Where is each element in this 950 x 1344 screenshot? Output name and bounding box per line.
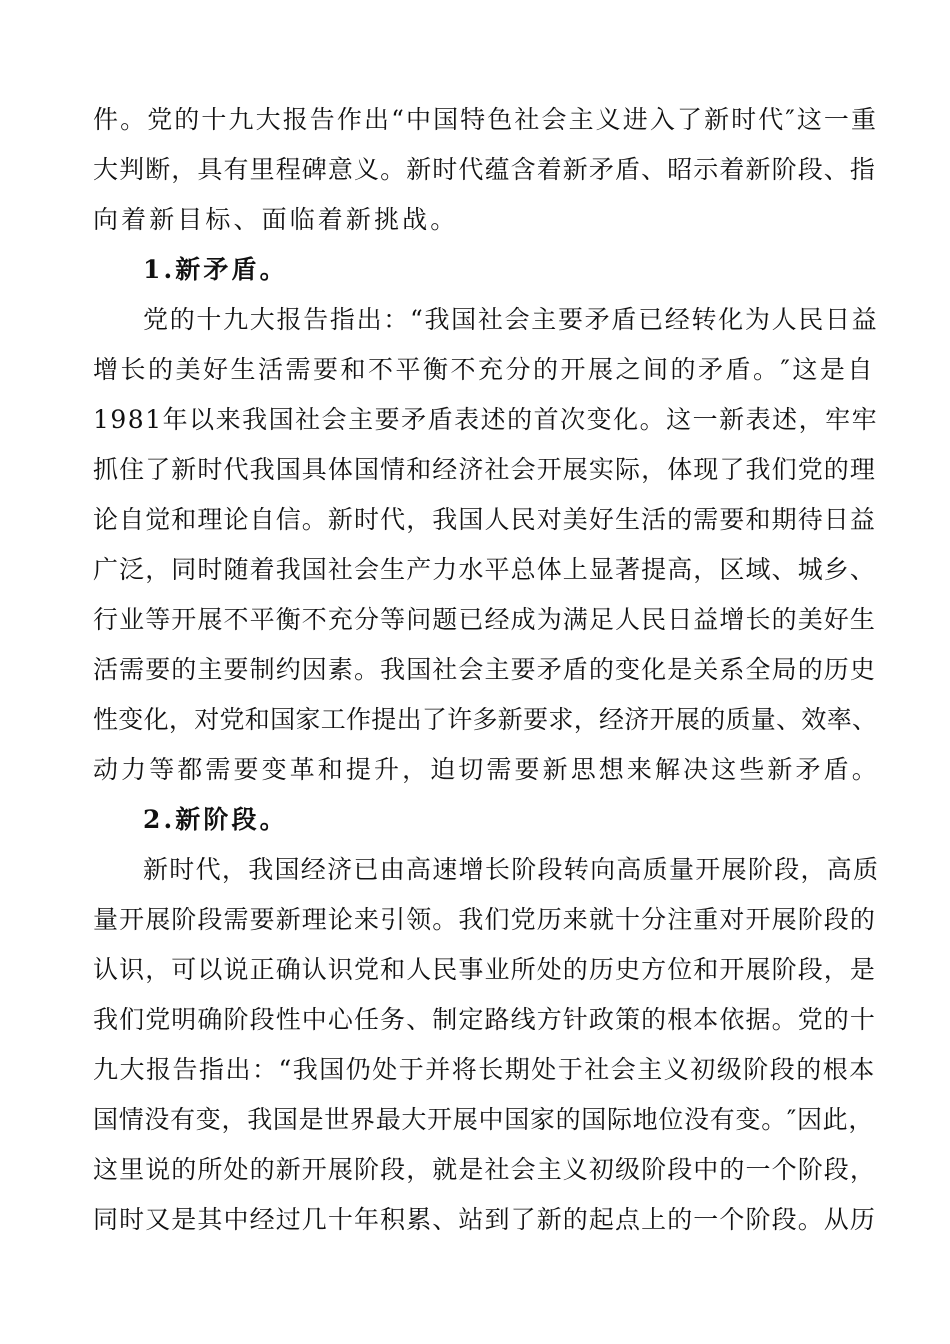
body-line: 这里说的所处的新开展阶段，就是社会主义初级阶段中的一个阶段， [93, 1155, 877, 1184]
body-line: 论自觉和理论自信。新时代，我国人民对美好生活的需要和期待日益 [93, 505, 877, 534]
body-line: 向着新目标、面临着新挑战。 [93, 205, 459, 234]
body-line: 量开展阶段需要新理论来引领。我们党历来就十分注重对开展阶段的 [93, 905, 877, 934]
body-line: 九大报告指出：“我国仍处于并将长期处于社会主义初级阶段的根本 [93, 1055, 876, 1084]
body-line: 增长的美好生活需要和不平衡不充分的开展之间的矛盾。″这是自 [93, 355, 875, 384]
body-line: 动力等都需要变革和提升，迫切需要新思想来解决这些新矛盾。 [93, 755, 880, 784]
body-line: 同时又是其中经过几十年积累、站到了新的起点上的一个阶段。从历 [93, 1205, 877, 1234]
section-heading-new-stage: 2.新阶段。 [143, 805, 288, 834]
body-line: 抓住了新时代我国具体国情和经济社会开展实际，体现了我们党的理 [93, 455, 877, 484]
body-line: 行业等开展不平衡不充分等问题已经成为满足人民日益增长的美好生 [93, 605, 877, 634]
paragraph-first-line: 新时代，我国经济已由高速增长阶段转向高质量开展阶段，高质 [143, 855, 880, 884]
body-line: 性变化，对党和国家工作提出了许多新要求，经济开展的质量、效率、 [93, 705, 878, 734]
body-line: 件。党的十九大报告作出“中国特色社会主义进入了新时代″这一重 [93, 105, 879, 134]
body-line: 广泛，同时随着我国社会生产力水平总体上显著提高，区域、城乡、 [93, 555, 877, 584]
body-line: 1981年以来我国社会主要矛盾表述的首次变化。这一新表述，牢牢 [93, 405, 879, 434]
body-line: 我们党明确阶段性中心任务、制定路线方针政策的根本依据。党的十 [93, 1005, 877, 1034]
body-line: 大判断，具有里程碑意义。新时代蕴含着新矛盾、昭示着新阶段、指 [93, 155, 877, 184]
section-heading-new-contradiction: 1.新矛盾。 [143, 255, 288, 284]
body-line: 认识，可以说正确认识党和人民事业所处的历史方位和开展阶段，是 [93, 955, 877, 984]
paragraph-first-line: 党的十九大报告指出：“我国社会主要矛盾已经转化为人民日益 [143, 305, 879, 334]
body-line: 国情没有变，我国是世界最大开展中国家的国际地位没有变。″因此， [93, 1105, 875, 1134]
body-line: 活需要的主要制约因素。我国社会主要矛盾的变化是关系全局的历史 [93, 655, 877, 684]
